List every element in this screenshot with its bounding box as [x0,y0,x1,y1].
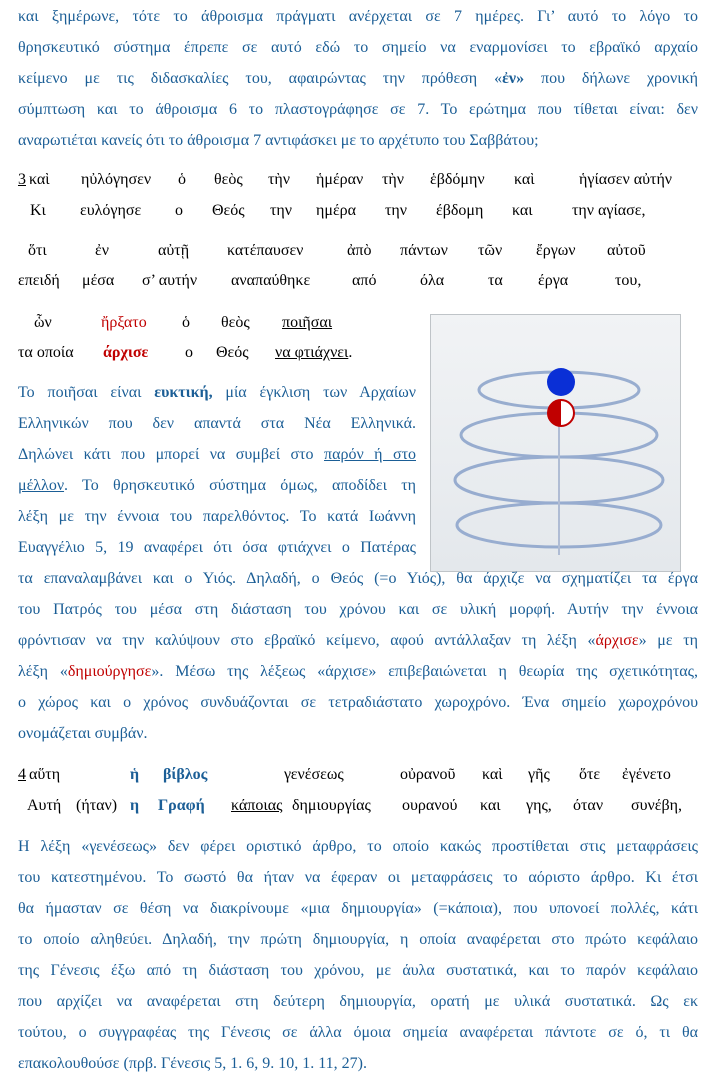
word: κατέπαυσεν [227,242,304,259]
word: ἐν [95,242,109,259]
word: ἑβδόμην [430,171,485,188]
word: Γραφή [158,797,205,814]
word: ουρανού [402,797,458,814]
word: να φτιάχνει. [275,344,353,361]
word: βίβλος [163,766,208,783]
optative-paragraph [18,377,698,749]
word: θεὸς [214,171,243,188]
text-line: λέξη «δημιούργησε». Μέσω της λέξεως «άρχισε» επιβεβαιώνεται η θεωρία της σχετικότητας, [18,663,698,680]
word: έργα [538,272,569,289]
word: ποιῆσαι [282,314,333,331]
text-line: του κατεστημένου. Το σωστό θα ήταν να έφεραν οι μεταφράσεις το αόριστο άρθρο. Κι έτσι [18,869,698,886]
word: ημέρα [316,202,357,219]
word: ἔργων [536,242,576,259]
word: καὶ [482,766,503,783]
word: ὅτι [28,242,47,259]
word: τα οποία [18,344,74,361]
word: (ήταν) [76,797,118,814]
verse4-translation-line [18,797,698,821]
word: τὴν [268,171,291,188]
word: ἡ [130,766,140,783]
word: Θεός [212,202,245,219]
word: ὁ [178,171,186,188]
verse-number: 4 [18,766,26,783]
word: συνέβη, [631,797,683,814]
word: γενέσεως [284,766,344,783]
word: Θεός [216,344,249,361]
text-line: Ευαγγέλιο 5, 19 αναφέρει ότι όσα φτιάχνει ο Πατέρας [18,539,416,556]
text-line: και ξημέρωνε, τότε το άθροισμα πράγματι ανέρχεται σε 7 ημέρες. Γι’ αυτό το λόγο το [18,8,698,25]
word: ἀπὸ [347,242,372,259]
genesis-paragraph [18,831,698,1079]
word: πάντων [400,242,448,259]
word: όλα [420,272,445,289]
word: η [130,797,140,814]
text-line: θρησκευτικό σύστημα έπρεπε σε αυτό εδώ το σημείο να εναρμονίσει το εβραϊκό αρχαίο [18,39,698,56]
word: του, [615,272,642,289]
text-line: ονομάζεται συμβάν. [18,725,148,742]
text-line: μέλλον. Το θρησκευτικό σύστημα όμως, αποδίδει τη [18,477,416,494]
text-line: αναρωτιέται κανείς ότι το άθροισμα 7 αντιφάσκει με το αρχέτυπο του Σαββάτου; [18,132,539,149]
word: άρχισε [103,344,149,361]
word: τῶν [478,242,503,259]
text-line: του Πατρός του μέσα στη διάσταση του χρόνου και σε υλική μορφή. Αυτήν την έννοια [18,601,698,618]
word: γης, [526,797,552,814]
word: ὁ [182,314,190,331]
word: ὅτε [579,766,601,783]
word: την αγίασε, [572,202,646,219]
word: τα [488,272,503,289]
verse3-greek-line3 [18,314,418,338]
word: αὕτη [29,766,61,783]
word: την [270,202,293,219]
word: αὐτοῦ [607,242,646,259]
word: δημιουργίας [292,797,371,814]
text-line: το οποίο αληθεύει. Δηλαδή, την πρώτη δημιουργία, η οποία αναφέρεται στο πρώτο κεφάλαιο [18,931,698,948]
text-line: επακολουθούσε (πρβ. Γένεσις 5, 1. 6, 9. 10, 1. 11, 27). [18,1055,367,1072]
word: ηὐλόγησεν [81,171,152,188]
word: μέσα [82,272,115,289]
verse3-translation-line1 [18,202,698,226]
verse3-translation-line2 [18,272,698,296]
word: ο [185,344,193,361]
text-line: Ελληνικών που δεν απαντά στα Νέα Ελληνικά. [18,415,416,432]
intro-paragraph [18,1,698,156]
text-line: τούτου, ο συγγραφέας της Γένεσις σε άλλα όμοια σημεία αναφέρεται πάντοτε σε ό, τι θα [18,1024,698,1041]
text-line: φρόντισαν να την καλύψουν στο εβραϊκό κείμενο, αφού αντάλλαξαν τη λέξη «άρχισε» με τη [18,632,698,649]
verse3-greek-line1 [18,171,698,195]
word: και [480,797,501,814]
text-line: θα ήμασταν σε θέση να διακρίνουμε «μια δημιουργία» (=κάποια), που υπονοεί πολλές, κάτι [18,900,698,917]
text-line: τα επαναλαμβάνει και ο Υιός. Δηλαδή, ο Θεός (=ο Υιός), θα άρχιζε να σχηματίζει τα έργα [18,570,698,587]
word: Κι [30,202,46,219]
verse3-translation-line3 [18,344,418,368]
verse-number: 3 [18,171,26,188]
word: καὶ [514,171,535,188]
word: τὴν [382,171,405,188]
text-line: λέξη με την έννοια του παρελθόντος. Το κατά Ιωάννη [18,508,416,525]
text-line: που αρχίζει να αναφέρεται στη δεύτερη δημιουργία, ορατή με υλικά συστατικά. Ως εκ [18,993,698,1010]
word: θεὸς [221,314,250,331]
word: ὧν [34,314,52,331]
word: ἡμέραν [316,171,364,188]
word: ἐγένετο [622,766,671,783]
word: αὐτῇ [158,242,190,259]
verse4-greek-line [18,766,698,790]
word: όταν [573,797,604,814]
text-line: της Γένεσις έξω από τη διάσταση του χρόνου, με άυλα συστατικά, και το παρόν κεφάλαιο [18,962,698,979]
verse3-greek-line2 [18,242,698,266]
text-line: κείμενο με τις διδασκαλίες του, αφαιρώντας την πρόθεση «ἐν» που δήλωνε χρονική [18,70,699,87]
text-line: ο χώρος και ο χρόνος συνδυάζονται σε τετραδιάστατο χωροχρόνο. Ένα σημείο χωροχρόνου [18,694,698,711]
word: οὐρανοῦ [400,766,456,783]
word: ἤρξατο [101,314,147,331]
text-line: Το ποιῆσαι είναι ευκτική, μία έγκλιση των Αρχαίων [18,384,416,401]
word: γῆς [528,766,550,783]
word: ευλόγησε [80,202,142,219]
word: επειδή [18,272,60,289]
word: σ’ αυτήν [142,272,198,289]
word: έβδομη [436,202,484,219]
word: καὶ [29,171,50,188]
word: κάποιας [231,797,283,814]
word: αναπαύθηκε [231,272,311,289]
word: την [385,202,408,219]
word: Αυτή [27,797,62,814]
text-line: Δηλώνει κάτι που μπορεί να συμβεί στο παρόν ή στο [18,446,416,463]
text-line: σύμπτωση και το άθροισμα 6 το πλαστογράφησε σε 7. Το ερώτημα που τίθεται είναι: δεν [18,101,698,118]
word: και [512,202,533,219]
text-line: Η λέξη «γενέσεως» δεν φέρει οριστικό άρθρο, το οποίο κακώς προστίθεται στις μεταφράσεις [18,838,698,855]
word: ο [175,202,183,219]
word: από [352,272,377,289]
word: ἡγίασεν αὐτήν [579,171,673,188]
